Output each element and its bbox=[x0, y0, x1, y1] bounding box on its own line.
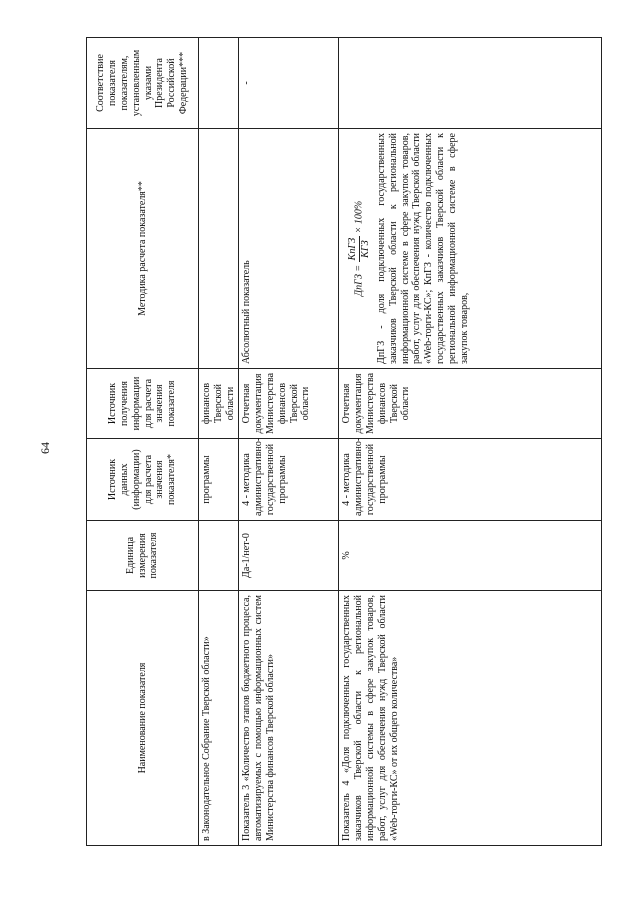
cell-method bbox=[339, 129, 602, 369]
cell-name: Показатель 4 «Доля подключенных государственных заказчиков Тверской области к региональной информационной системы в сфере закупок товаров, работ, услуг для обеспечения нужд Тверской области «Web-торги-КС» от их общего количества» bbox=[339, 591, 602, 846]
cell-compliance bbox=[339, 38, 602, 129]
formula-left: ДпГЗ = bbox=[353, 264, 365, 297]
cell-info-source: Отчетная документация Министерства финансов Тверской области bbox=[239, 369, 339, 439]
table-row bbox=[199, 38, 239, 846]
cell-compliance bbox=[199, 38, 239, 129]
cell-name: Показатель 3 «Количество этапов бюджетного процесса, автоматизируемых с помощью информационных систем Министерства финансов Тверской области» bbox=[239, 591, 339, 846]
formula-denominator: КГЗ bbox=[360, 240, 372, 258]
cell-method: Абсолютный показатель bbox=[239, 129, 339, 369]
formula-numerator: КпГЗ bbox=[347, 237, 359, 261]
header-info-source: Источник получения информации для расчета значения показателя bbox=[87, 369, 199, 439]
cell-unit: % bbox=[339, 521, 602, 591]
table-row bbox=[239, 38, 339, 846]
header-data-source: Источник данных (информации) для расчета значения показателя* bbox=[87, 439, 199, 521]
cell-info-source: Отчетная документация Министерства финансов Тверской области bbox=[339, 369, 602, 439]
cell-info-source: финансов Тверской области bbox=[199, 369, 239, 439]
rotated-page-content bbox=[86, 38, 602, 846]
cell-unit: Да-1/нет-0 bbox=[239, 521, 339, 591]
header-method: Методика расчета показателя** bbox=[87, 129, 199, 369]
table-row bbox=[339, 38, 602, 846]
page-number: 64 bbox=[38, 442, 52, 454]
cell-method bbox=[199, 129, 239, 369]
method-description: ДпГЗ - доля подключенных государственных заказчиков Тверской области к региональной информационной системе в сфере закупок товаров, работ, услуг для обеспечения нужд Тверской области «Web-торги-КС»; КпГЗ - количество подключенных государственных заказчиков Тверской области к региональной информационной системе в сфере закупок товаров, bbox=[375, 133, 470, 364]
cell-data-source: 4 - методика административно-государственной программы bbox=[339, 439, 602, 521]
cell-name: в Законодательное Собрание Тверской области» bbox=[199, 591, 239, 846]
indicators-table bbox=[86, 37, 602, 846]
cell-data-source: 4 - методика административно-государственной программы bbox=[239, 439, 339, 521]
formula bbox=[347, 133, 372, 364]
formula-fraction bbox=[347, 236, 372, 262]
header-name: Наименование показателя bbox=[87, 591, 199, 846]
formula-right: × 100% bbox=[353, 200, 365, 234]
cell-data-source: программы bbox=[199, 439, 239, 521]
table-header-row bbox=[87, 38, 199, 846]
header-unit: Единица измерения показателя bbox=[87, 521, 199, 591]
cell-unit bbox=[199, 521, 239, 591]
header-compliance: Соответствие показателя показателям, установленным указами Президента Российской Федерации*** bbox=[87, 38, 199, 129]
cell-compliance: - bbox=[239, 38, 339, 129]
